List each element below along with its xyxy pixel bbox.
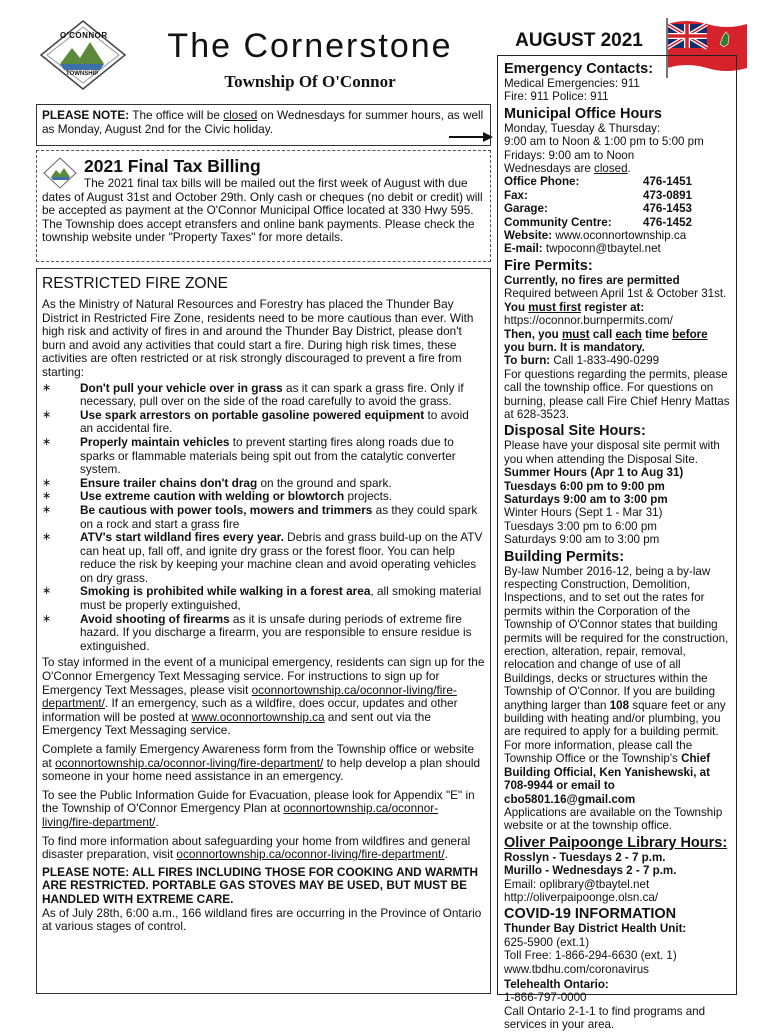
- call-each: each: [615, 327, 642, 341]
- notice-text-post: on Wednesdays for summer hours, as well as Monday, August 2nd for the Civic holiday.: [42, 108, 484, 136]
- phone-number[interactable]: 473-0891: [643, 188, 692, 202]
- telehealth-phone: 1-866-797-0000: [504, 991, 587, 1005]
- wednesdays-pre: Wednesdays are: [504, 162, 595, 176]
- building-permits-title: Building Permits:: [504, 548, 625, 565]
- arrow-right-icon: [449, 131, 493, 143]
- building-official: Chief Building Official, Ken Yanishewski, at 708-9944 or email to cbo5801.16@gmail.com: [504, 752, 711, 806]
- health-unit-phone: 625-5900 (ext.1): [504, 935, 590, 949]
- health-unit-label: Thunder Bay District Health Unit:: [504, 922, 687, 936]
- fire-safety-item-text: as it is unsafe during periods of extreme fire hazard. If you discharge a firearm, you are responsible to ensure residue is extinguished.: [80, 611, 472, 653]
- phone-label: Garage:: [504, 202, 548, 216]
- township-logo: [38, 18, 128, 92]
- fire-safety-item-bold: Don't pull your vehicle over in grass: [80, 380, 283, 395]
- health-unit-url[interactable]: www.tbdhu.com/coronavirus: [504, 962, 649, 976]
- email-label: E-mail:: [504, 242, 543, 256]
- newsletter-title: The Cornerstone: [167, 27, 453, 65]
- library-rosslyn: Rosslyn - Tuesdays 2 - 7 p.m.: [504, 850, 666, 864]
- fire-safety-item-text: Debris and grass build-up on the ATV can heat up, fall off, and ignite dry grass or the forest floor. You can help reduce the risk by keeping your machine clean and avoid operating vehicles on dry grass.: [80, 530, 483, 585]
- register-b: register at:: [581, 300, 645, 314]
- fire-safety-item-text: to avoid an accidental fire.: [80, 407, 469, 436]
- office-hours-wednesdays: [504, 162, 730, 175]
- evacuation-text-b: .: [155, 814, 159, 829]
- call-must: must: [561, 327, 590, 341]
- disposal-permit-note: Please have your disposal site permit with you when attending the Disposal Site.: [504, 439, 720, 466]
- fire-safety-item-bold: Use spark arrestors on portable gasoline powered equipment: [80, 407, 425, 422]
- emergency-text-a: To stay informed in the event of a municipal emergency, residents can sign up for the O'Connor Emergency Text Messaging service. For instructions to sign up for Emergency Text Messages, please visit: [42, 655, 485, 697]
- awareness-text-a: Complete a family Emergency Awareness form from the Township office or website at: [42, 742, 475, 770]
- notice-label: PLEASE NOTE:: [42, 108, 130, 122]
- disposal-winter-hours: Winter Hours (Sept 1 - Mar 31): [504, 506, 663, 520]
- health-unit-tollfree: Toll Free: 1-866-294-6630 (ext. 1): [504, 949, 677, 963]
- building-applications: Applications are available on the Township website or at the township office.: [504, 805, 723, 833]
- emergency-fire-police: Fire: 911 Police: 911: [504, 90, 609, 104]
- phone-number[interactable]: 476-1452: [643, 215, 692, 229]
- fire-safety-item-bold: Smoking is prohibited while walking in a forest area: [80, 584, 371, 599]
- notice-text-pre: The office will be: [129, 108, 224, 122]
- phone-label: Office Phone:: [504, 175, 580, 189]
- fire-safety-item-bold: Use extreme caution with welding or blowtorch: [80, 489, 345, 504]
- sidebar: [497, 55, 737, 1032]
- fire-zone-section: [36, 268, 491, 994]
- call-b: call: [589, 327, 616, 341]
- covid-info-title: COVID-19 INFORMATION: [504, 906, 677, 923]
- wednesdays-closed: closed: [594, 162, 628, 176]
- fire-safety-item: [42, 531, 485, 585]
- library-hours-title: Oliver Paipoonge Library Hours:: [504, 834, 728, 851]
- fire-permits-call-before: [504, 328, 730, 355]
- office-phone-row: [504, 175, 692, 188]
- fire-permits-title: Fire Permits:: [504, 257, 593, 274]
- notice-closed: closed: [223, 108, 258, 122]
- tax-billing-title: 2021 Final Tax Billing: [84, 156, 261, 176]
- awareness-form-paragraph: [42, 743, 485, 784]
- fire-safety-item: [42, 585, 485, 612]
- disposal-summer-hours: Summer Hours (Apr 1 to Aug 31): [504, 466, 684, 480]
- evacuation-text-a: To see the Public Information Guide for Evacuation, please look for Appendix "E" in the Township of O'Connor Emergency Plan at: [42, 787, 475, 816]
- phone-number[interactable]: 476-1453: [643, 202, 692, 216]
- fire-permits-status: Currently, no fires are permitted: [504, 273, 680, 287]
- safeguard-text-a: To find more information about safeguarding your home from wildfires and general disaster preparation, visit: [42, 833, 471, 862]
- building-size: 108: [609, 698, 630, 712]
- emergency-text-b: . If an emergency, such as a wildfire, does occur, updates and other information will be posted at: [42, 696, 458, 724]
- library-email: Email: oplibrary@tbaytel.net: [504, 877, 650, 891]
- fire-safety-item-text: as it can spark a grass fire. Only if necessary, pull over on the side of the road carefully to avoid the grass.: [80, 380, 464, 409]
- office-hours-times: 9:00 am to Noon & 1:00 pm to 5:00 pm: [504, 135, 704, 149]
- office-hours-title: Municipal Office Hours: [504, 105, 662, 122]
- emergency-text-c: and sent out via the Emergency Text Messaging service.: [42, 709, 431, 738]
- library-murillo: Murillo - Wednesdays 2 - 7 p.m.: [504, 864, 677, 878]
- evacuation-plan-link[interactable]: oconnortownship.ca/oconnor-living/fire-department/: [42, 801, 439, 829]
- fire-permits-register: [504, 301, 730, 314]
- telehealth-label: Telehealth Ontario:: [504, 977, 609, 991]
- email-value[interactable]: twpoconn@tbaytel.net: [542, 242, 661, 256]
- fire-safety-item: [42, 409, 485, 436]
- to-burn-label: To burn:: [504, 354, 551, 368]
- fire-safety-item: [42, 490, 485, 504]
- fire-safety-item: [42, 504, 485, 531]
- office-hours-fridays: Fridays: 9:00 am to Noon: [504, 148, 635, 162]
- phone-label: Community Centre:: [504, 215, 612, 229]
- emergency-contacts-title: Emergency Contacts:: [504, 61, 654, 77]
- fire-safety-item-bold: Ensure trailer chains don't drag: [80, 475, 258, 490]
- logo-text-bottom: TOWNSHIP: [66, 71, 99, 77]
- fire-restriction-warning: PLEASE NOTE: ALL FIRES INCLUDING THOSE FOR COOKING AND WARMTH ARE RESTRICTED. PORTABLE GAS STOVES MAY BE USED, BUT MUST BE HANDLED WITH EXTREME CARE.: [42, 864, 479, 906]
- fire-safety-item-bold: Avoid shooting of firearms: [80, 611, 230, 626]
- register-a: You: [504, 300, 529, 314]
- ontario-211: Call Ontario 2-1-1 to find programs and services in your area.: [504, 1004, 706, 1032]
- building-permits-body: [504, 565, 730, 806]
- disposal-winter-saturdays: Saturdays 9:00 am to 3:00 pm: [504, 533, 660, 547]
- office-email: [504, 242, 730, 255]
- library-url[interactable]: http://oliverpaipoonge.olsn.ca/: [504, 890, 659, 904]
- fire-safety-item: [42, 477, 485, 491]
- emergency-text-paragraph: [42, 656, 485, 738]
- website-label: Website:: [504, 229, 553, 243]
- office-website: [504, 229, 730, 242]
- website-value[interactable]: www.oconnortownship.ca: [552, 229, 687, 243]
- fire-safety-item-text: to prevent starting fires along roads due to sparks or flammable materials being spit out from the catalytic converter system.: [80, 434, 456, 477]
- phone-label: Fax:: [504, 188, 528, 202]
- fire-permits-required: Required between April 1st & October 31st.: [504, 287, 727, 301]
- office-phone-row: [504, 189, 692, 202]
- tax-billing-body: The 2021 final tax bills will be mailed out the first week of August with due dates of August 31st and October 29th. Only cash or cheques (no debit or credit) will be accepted as payment at the O'Connor Municipal Office located at 330 Hwy 595. The Township does accept etransfers and online bank payments. Please check the township website under "Property Taxes" for more details.: [42, 176, 483, 245]
- disposal-winter-tuesdays: Tuesdays 3:00 pm to 6:00 pm: [504, 519, 657, 533]
- fire-safety-item-bold: Properly maintain vehicles: [80, 434, 230, 449]
- township-website-link[interactable]: www.oconnortownship.ca: [191, 709, 325, 724]
- safeguard-info-link[interactable]: oconnortownship.ca/oconnor-living/fire-department/: [176, 847, 445, 862]
- fire-zone-intro: As the Ministry of Natural Resources and Forestry has placed the Thunder Bay District in Restricted Fire Zone, residents need to be more cautious than ever. With high risk and activity of fires in and around the Thunder Bay District, please don't burn and avoid any activities that could start a fire. During high risk times, these activities are often restricted or at risk strongly discouraged to prevent a fire from starting:: [42, 297, 474, 379]
- disposal-site-title: Disposal Site Hours:: [504, 423, 646, 440]
- disposal-summer-saturdays: Saturdays 9:00 am to 3:00 pm: [504, 492, 668, 506]
- emergency-medical: Medical Emergencies: 911: [504, 77, 640, 90]
- call-a: Then, you: [504, 327, 562, 341]
- fire-safety-item: [42, 613, 485, 654]
- wednesdays-post: .: [627, 162, 631, 176]
- register-must-first: must first: [528, 300, 582, 314]
- burn-permits-url[interactable]: https://oconnor.burnpermits.com/: [504, 314, 673, 328]
- fire-safety-item-text: , all smoking material must be properly extinguished,: [80, 584, 482, 613]
- fire-safety-item-text: on the ground and spark.: [257, 475, 392, 490]
- fire-safety-item-text: as they could spark on a rock and start a grass fire: [80, 502, 478, 531]
- fire-safety-item: [42, 436, 485, 477]
- logo-text-top: O'CONNOR: [60, 31, 108, 40]
- office-phone-list: [504, 175, 730, 229]
- fire-permits-to-burn: [504, 354, 730, 367]
- office-phone-row: [504, 216, 692, 229]
- building-text-a: By-law Number 2016-12, being a by-law respecting Construction, Demolition, Inspections, and to set out the rates for permits within the Corporation of the Township of O'Connor states that building permits will be required for the construction, erection, alteration, repair, removal, relocation and change of use of all Buildings, decks or structures within the Township of O'Connor. If you are building anything larger than: [504, 564, 729, 712]
- fire-safety-item-bold: ATV's start wildland fires every year.: [80, 530, 284, 545]
- fire-department-link[interactable]: oconnortownship.ca/oconnor-living/fire-department/: [42, 682, 457, 711]
- fire-safety-item-bold: Be cautious with power tools, mowers and trimmers: [80, 502, 373, 517]
- office-closure-notice: [36, 104, 491, 146]
- issue-date: AUGUST 2021: [515, 30, 643, 51]
- awareness-text-b: to help develop a plan should someone in your home need assistance in an emergency.: [42, 755, 481, 784]
- awareness-form-link[interactable]: oconnortownship.ca/oconnor-living/fire-department/: [55, 755, 324, 770]
- township-logo-small: [43, 157, 77, 189]
- safeguard-info-paragraph: [42, 835, 485, 862]
- fire-safety-item-text: projects.: [344, 489, 393, 504]
- phone-number[interactable]: 476-1451: [643, 175, 692, 189]
- evacuation-guide-paragraph: [42, 789, 485, 830]
- newsletter-subtitle: Township Of O'Connor: [224, 72, 396, 91]
- fire-permits-questions: For questions regarding the permits, please call the township office. For questions on burning, please call Fire Chief Henry Mattas at 628-3523.: [504, 367, 730, 421]
- office-phone-row: [504, 202, 692, 215]
- disposal-summer-tuesdays: Tuesdays 6:00 pm to 9:00 pm: [504, 479, 665, 493]
- fire-zone-title: RESTRICTED FIRE ZONE: [42, 275, 229, 292]
- call-d: you burn. It is mandatory.: [504, 340, 645, 354]
- call-c: time: [641, 327, 673, 341]
- fire-safety-list: [42, 382, 485, 654]
- call-before: before: [672, 327, 708, 341]
- safeguard-text-b: .: [444, 847, 448, 862]
- office-hours-days: Monday, Tuesday & Thursday:: [504, 121, 661, 135]
- wildfire-status: As of July 28th, 6:00 a.m., 166 wildland fires are occurring in the Province of Ontario at various stages of control.: [42, 905, 482, 934]
- fire-safety-item: [42, 382, 485, 409]
- building-text-b: square feet or any building with heating and/or plumbing, you are required to apply for a building permit. For more information, please call the Township Office or the Township's: [504, 698, 726, 766]
- tax-billing-section: [36, 150, 491, 262]
- to-burn-number: Call 1-833-490-0299: [550, 354, 660, 368]
